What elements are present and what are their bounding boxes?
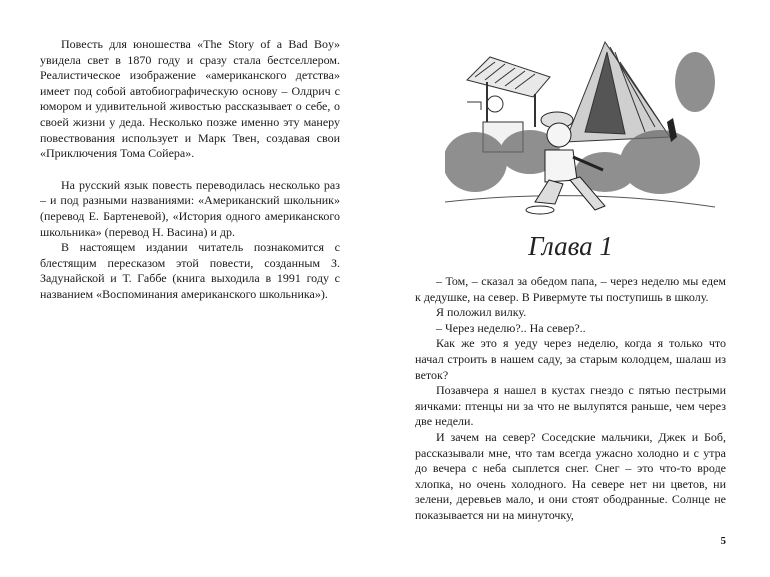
chapter-paragraph: И зачем на север? Соседские мальчики, Джек и Боб, рассказывали мне, что там всегда ужасно холодно и с утра до вечера с неба сыплется снег. Снег – это что-то вроде хлопка, но очень холодного. На севере нет ни цветов, ни зелени, деревьев мало, и они стоят ободранные. Солнце не показывается ни на минуточку, xyxy=(415,429,726,522)
chapter-paragraph: – Том, – сказал за обедом папа, – через неделю мы едем к дедушке, на север. В Ривермуте ты поступишь в школу. xyxy=(415,274,726,304)
foreword-paragraph: Повесть для юношества «The Story of a Bad Boy» увидела свет в 1870 году и сразу стала бестселлером. Реалистическое изображение «американского детства» имеет под собой автобиографическую основу – Олдрич с юмором и удивительной живостью рассказывает о себе, о своей жизни у деда. Несколько позже именно эту манеру повествования использует и Марк Твен, создавая свои «Приключения Тома Сойера». xyxy=(40,37,340,161)
right-page xyxy=(385,0,770,577)
foreword-text xyxy=(40,37,340,303)
illustration-boy-by-well-icon xyxy=(445,22,715,222)
foreword-paragraph: В настоящем издании читатель познакомится с блестящим пересказом этой повести, созданным З. Задунайской и Т. Габбе (книга выходила в 1991 году с названием «Воспоминания американского школьника»). xyxy=(40,240,340,301)
chapter-title: Глава 1 xyxy=(528,231,613,261)
chapter-paragraph: Как же это я уеду через неделю, когда я только что начал строить в нашем саду, за старым колодцем, шалаш из веток? xyxy=(415,336,726,382)
page-number: 5 xyxy=(720,534,726,547)
foreword-paragraph: На русский язык повесть переводилась несколько раз – и под разными названиями: «Американский школьник» (перевод Е. Бартеневой), «История одного американского школьника» (перевод Н. Васина) и др. xyxy=(40,177,340,239)
chapter-text xyxy=(415,274,726,524)
chapter-paragraph: Позавчера я нашел в кустах гнездо с пятью пестрыми яичками: птенцы ни за что не вылупятся раньше, чем через две недели. xyxy=(415,383,726,429)
chapter-paragraph: Я положил вилку. xyxy=(436,305,527,320)
right-page-flow xyxy=(415,0,726,548)
chapter-paragraph: – Через неделю?.. На север?.. xyxy=(436,320,586,335)
